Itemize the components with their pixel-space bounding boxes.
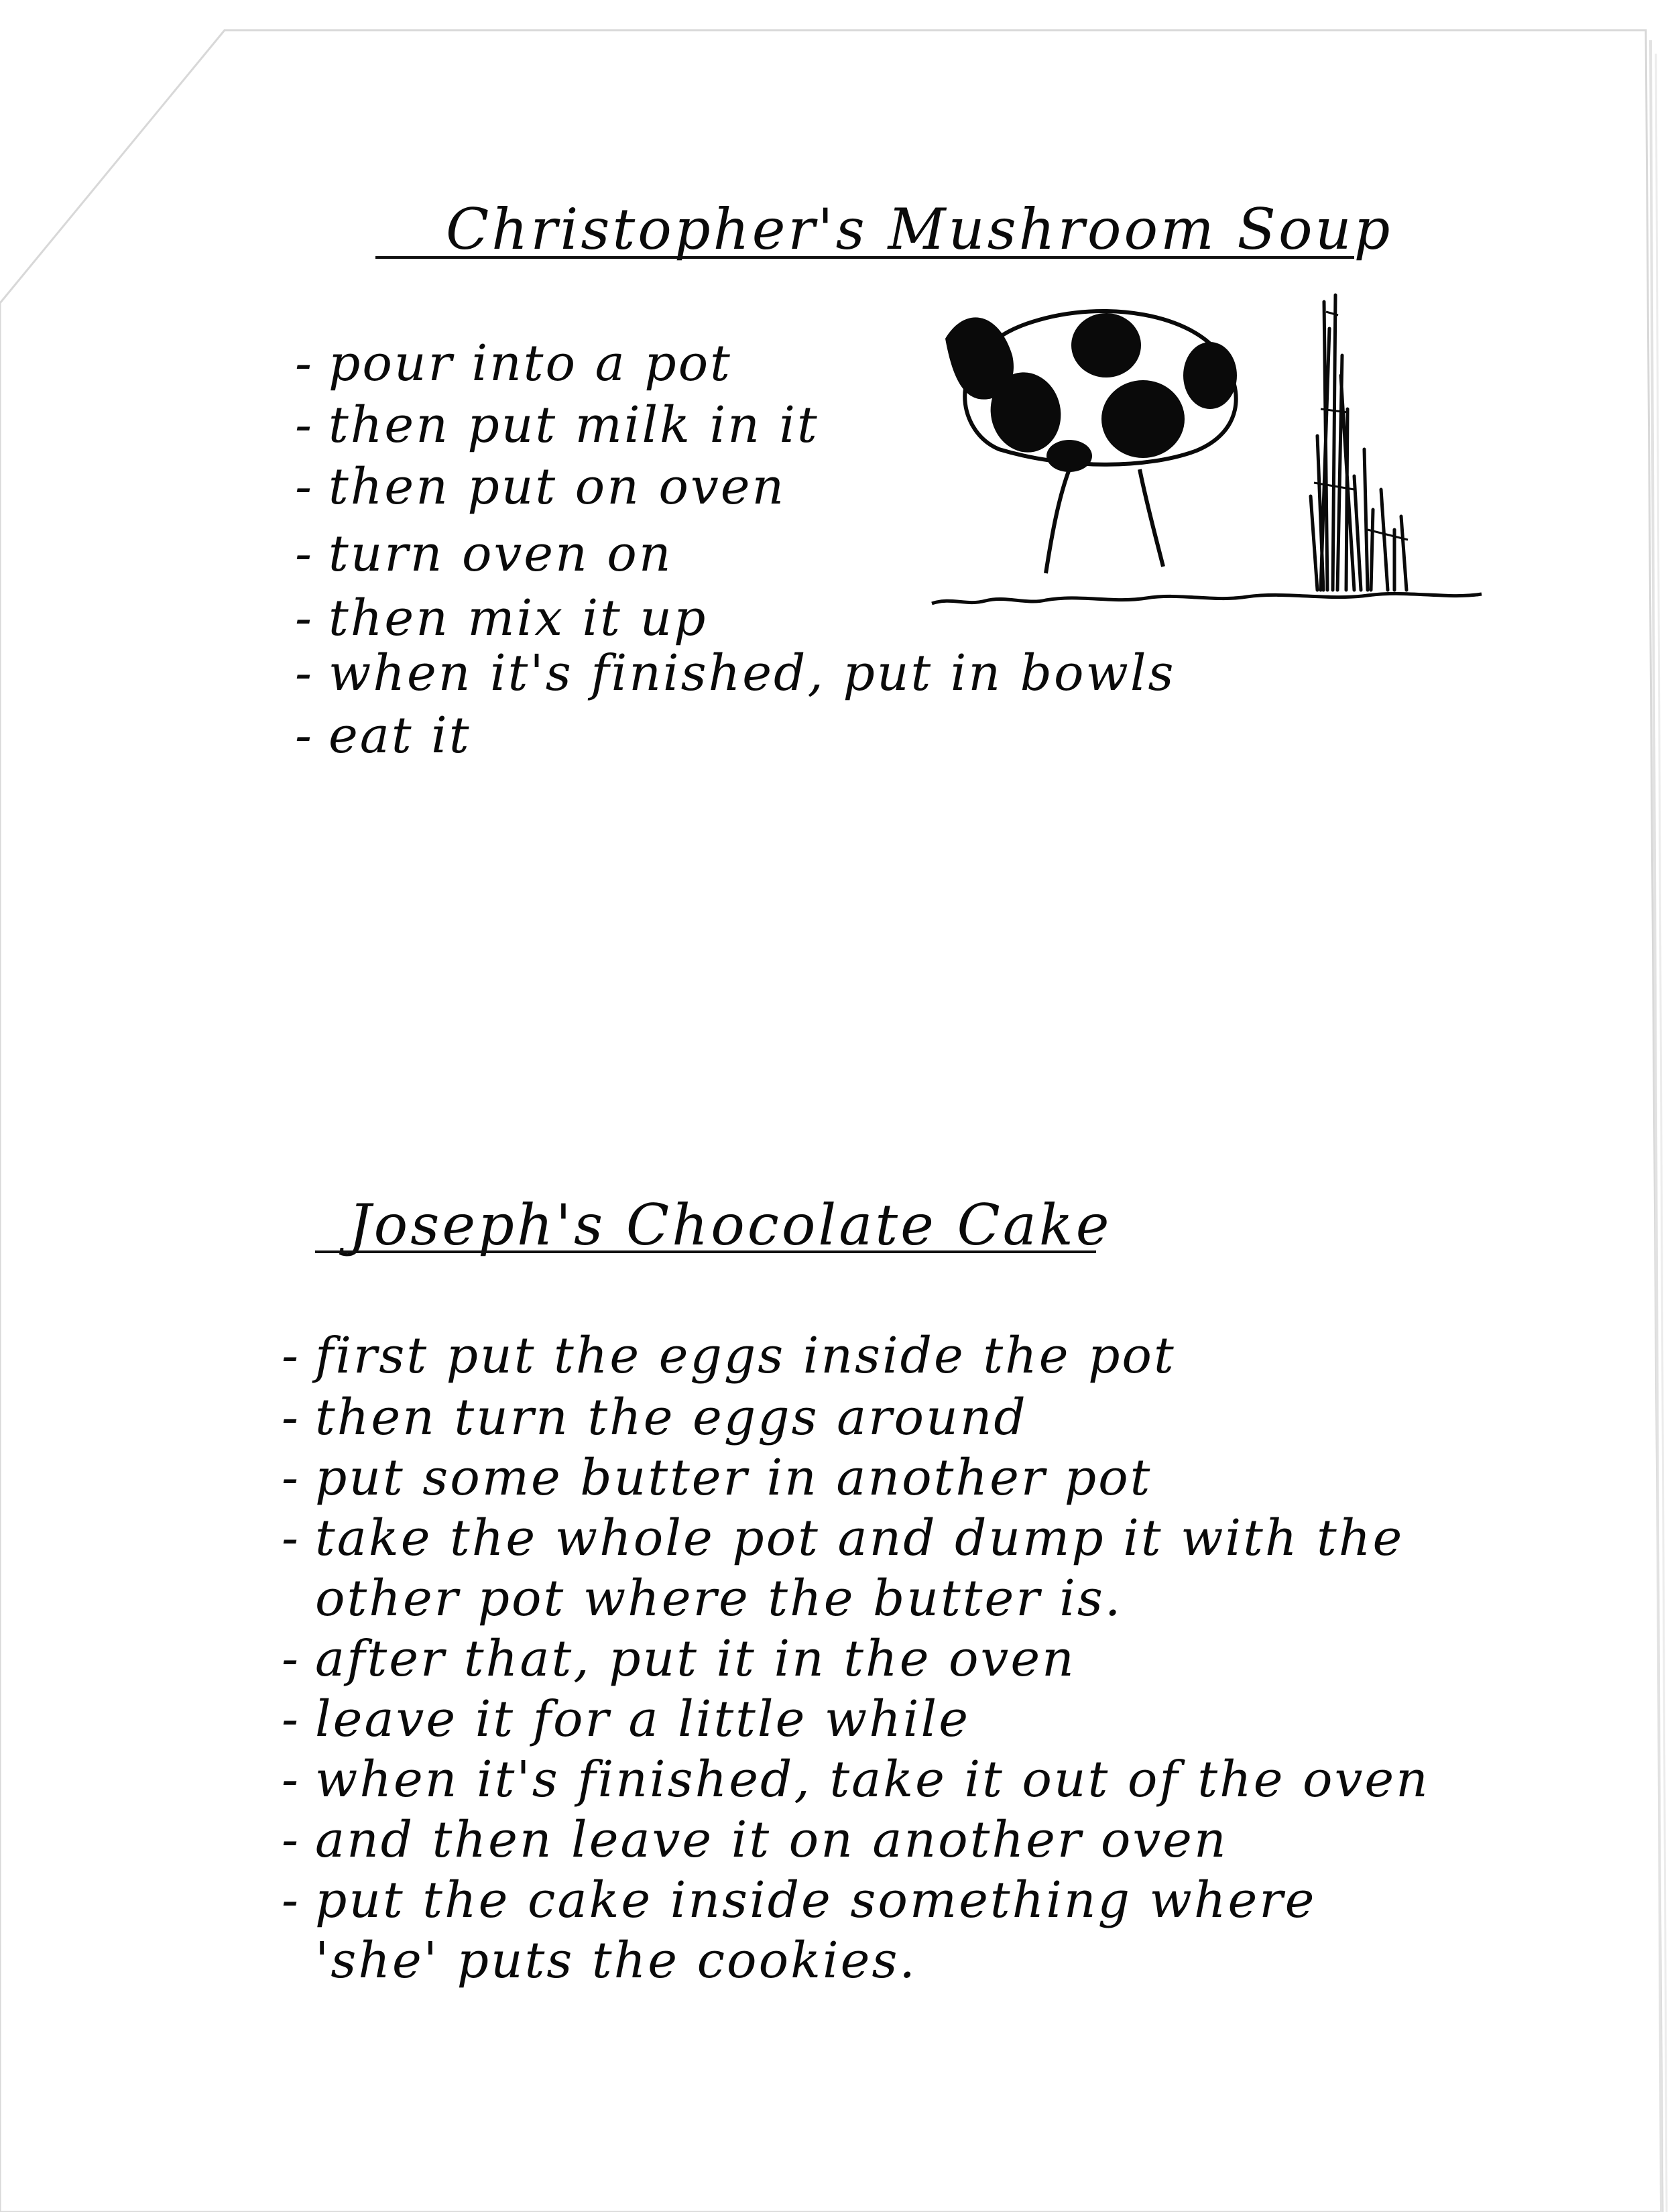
list-item: - leave it for a little while xyxy=(282,1690,971,1748)
step-text: turn oven on xyxy=(328,525,673,583)
list-item: - then turn the eggs around xyxy=(282,1389,1028,1446)
list-item: - pour into a pot xyxy=(295,335,732,392)
list-item: - put some butter in another pot xyxy=(282,1449,1152,1507)
step-text: when it's finished, put in bowls xyxy=(328,644,1176,702)
step-text: then turn the eggs around xyxy=(315,1389,1028,1446)
mushroom-icon xyxy=(925,275,1488,624)
list-item: - then mix it up xyxy=(295,589,708,647)
list-item: - and then leave it on another oven xyxy=(282,1811,1228,1869)
step-text: leave it for a little while xyxy=(315,1690,971,1748)
step-text: first put the eggs inside the pot xyxy=(315,1327,1176,1385)
list-item: - then put on oven xyxy=(295,458,786,516)
list-item: - put the cake inside something where xyxy=(282,1871,1317,1929)
list-item-continuation xyxy=(282,1932,917,1989)
recipe-title-chocolate-cake: Joseph's Chocolate Cake xyxy=(349,1192,1112,1258)
list-item: - take the whole pot and dump it with the xyxy=(282,1509,1404,1567)
list-item: - first put the eggs inside the pot xyxy=(282,1327,1176,1385)
recipe-title-mushroom-soup: Christopher's Mushroom Soup xyxy=(446,196,1393,262)
list-item: - when it's finished, take it out of the oven xyxy=(282,1751,1430,1808)
step-text: after that, put it in the oven xyxy=(315,1630,1076,1688)
list-item-continuation xyxy=(282,1570,1123,1627)
step-text: put the cake inside something where xyxy=(315,1871,1317,1929)
list-item: - when it's finished, put in bowls xyxy=(295,644,1176,702)
step-text: eat it xyxy=(328,707,471,764)
step-text: then put on oven xyxy=(328,458,786,516)
step-text: then put milk in it xyxy=(328,396,819,454)
list-item: - eat it xyxy=(295,707,471,764)
list-item: - turn oven on xyxy=(295,525,673,583)
title-underline xyxy=(375,256,1354,259)
step-text: other pot where the butter is. xyxy=(315,1570,1123,1627)
step-text: 'she' puts the cookies. xyxy=(315,1932,917,1989)
step-text: when it's finished, take it out of the oven xyxy=(315,1751,1430,1808)
step-text: take the whole pot and dump it with the xyxy=(315,1509,1404,1567)
step-text: and then leave it on another oven xyxy=(315,1811,1228,1869)
step-text: put some butter in another pot xyxy=(315,1449,1152,1507)
step-text: pour into a pot xyxy=(328,335,732,392)
step-text: then mix it up xyxy=(328,589,708,647)
list-item: - then put milk in it xyxy=(295,396,819,454)
list-item: - after that, put it in the oven xyxy=(282,1630,1076,1688)
title-underline xyxy=(315,1250,1096,1253)
